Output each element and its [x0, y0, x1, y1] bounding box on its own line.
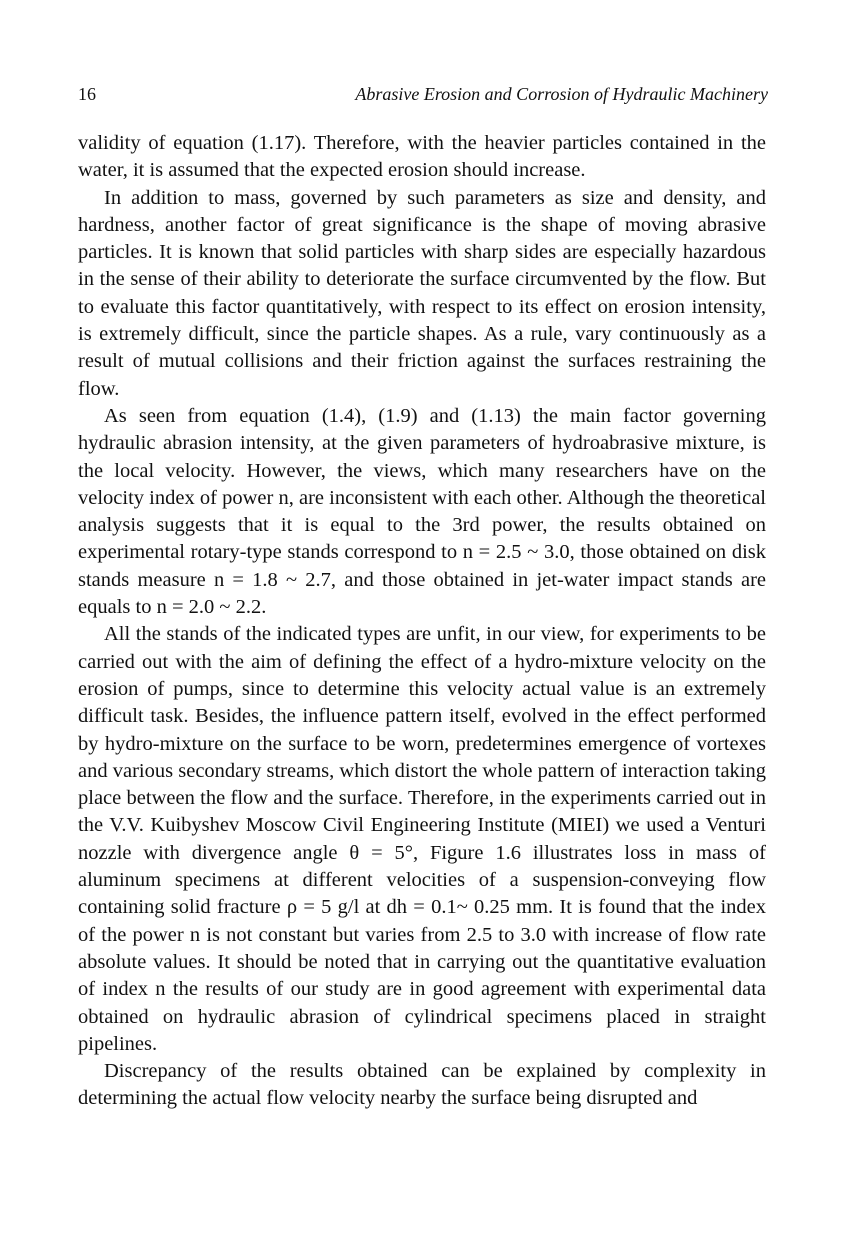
page-number: 16 — [78, 84, 96, 104]
paragraph-test-stands: All the stands of the indicated types are unfit, in our view, for experiments to be carried out with the aim of defining the effect of a hydro-mixture velocity on the erosion of pumps, since to determine this velocity actual value is an extremely difficult task. Besides, the influence pattern itself, evolved in the effect performed by hydro-mixture on the surface to be worn, predetermines emergence of vortexes and various secondary streams, which distort the whole pattern of interaction taking place between the flow and the surface. Therefore, in the experiments carried out in the V.V. Kuibyshev Moscow Civil Engineering Institute (MIEI) we used a Venturi nozzle with divergence angle θ = 5°, Figure 1.6 illustrates loss in mass of aluminum specimens at different velocities of a suspension-conveying flow containing solid fracture ρ = 5 g/l at dh = 0.1~ 0.25 mm. It is found that the index of the power n is not constant but varies from 2.5 to 3.0 with increase of flow rate absolute values. It should be noted that in carrying out the quantitative evaluation of index n the results of our study are in good agreement with experimental data obtained on hydraulic abrasion of cylindrical specimens placed in straight pipelines. — [78, 623, 766, 1055]
running-title: Abrasive Erosion and Corrosion of Hydraulic Machinery — [355, 84, 768, 104]
paragraph-particle-shape: In addition to mass, governed by such parameters as size and density, and hardness, another factor of great significance is the shape of moving abrasive particles. It is known that solid particles with sharp sides are especially hazardous in the sense of their ability to deteriorate the surface circumvented by the flow. But to evaluate this factor quantitatively, with respect to its effect on erosion intensity, is extremely difficult, since the particle shapes. As a rule, vary continuously as a result of mutual collisions and their friction against the surfaces restraining the flow. — [78, 186, 766, 400]
page-header — [78, 84, 768, 108]
paragraph-velocity-index: As seen from equation (1.4), (1.9) and (1.13) the main factor governing hydraulic abrasion intensity, at the given parameters of hydroabrasive mixture, is the local velocity. However, the views, which many researchers have on the velocity index of power n, are inconsistent with each other. Although the theoretical analysis suggests that it is equal to the 3rd power, the results obtained on experimental rotary-type stands correspond to n = 2.5 ~ 3.0, those obtained on disk stands measure n = 1.8 ~ 2.7, and those obtained in jet-water impact stands are equals to n = 2.0 ~ 2.2. — [78, 404, 766, 619]
body-text — [78, 130, 766, 1113]
paragraph-continuation: validity of equation (1.17). Therefore, with the heavier particles contained in the water, it is assumed that the expected erosion should increase. — [78, 132, 766, 182]
paragraph-discrepancy: Discrepancy of the results obtained can be explained by complexity in determining the actual flow velocity nearby the surface being disrupted and — [78, 1060, 766, 1110]
